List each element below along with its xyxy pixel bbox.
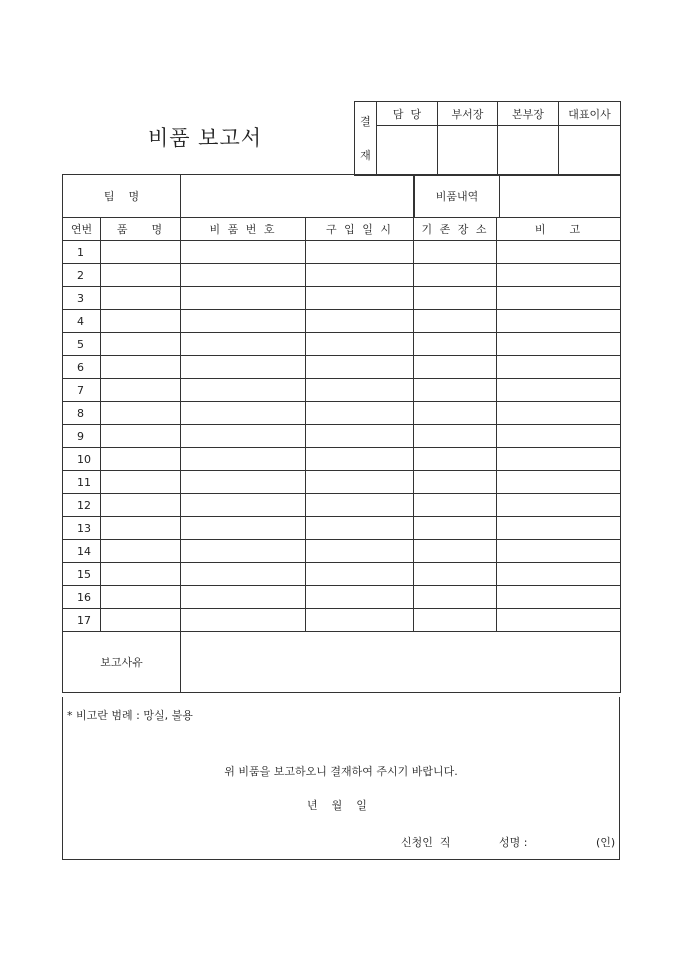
row-serial: 14: [63, 540, 101, 563]
row-remarks[interactable]: [497, 471, 621, 494]
row-location[interactable]: [414, 540, 497, 563]
row-purchase-date[interactable]: [306, 425, 414, 448]
table-row: [63, 471, 621, 494]
row-item-name[interactable]: [101, 379, 181, 402]
report-reason-field[interactable]: [181, 632, 621, 693]
row-purchase-date[interactable]: [306, 310, 414, 333]
table-row: [63, 448, 621, 471]
row-location[interactable]: [414, 402, 497, 425]
request-statement: 위 비품을 보고하오니 결재하여 주시기 바랍니다.: [224, 765, 458, 778]
row-serial: 11: [63, 471, 101, 494]
row-serial: 9: [63, 425, 101, 448]
row-purchase-date[interactable]: [306, 356, 414, 379]
table-row: [63, 517, 621, 540]
row-purchase-date[interactable]: [306, 540, 414, 563]
seal-mark: (인): [596, 836, 616, 849]
row-remarks[interactable]: [497, 425, 621, 448]
equipment-content-label: 비품내역: [414, 175, 500, 217]
row-item-name[interactable]: [101, 264, 181, 287]
row-location[interactable]: [414, 517, 497, 540]
row-remarks[interactable]: [497, 241, 621, 264]
row-remarks[interactable]: [497, 287, 621, 310]
document-title: 비품 보고서: [147, 126, 263, 150]
row-asset-number[interactable]: [181, 333, 306, 356]
approval-sign-division-head[interactable]: [498, 126, 559, 176]
row-asset-number[interactable]: [181, 448, 306, 471]
row-asset-number[interactable]: [181, 241, 306, 264]
row-serial: 2: [63, 264, 101, 287]
equipment-content-field[interactable]: [498, 175, 620, 217]
row-location[interactable]: [414, 287, 497, 310]
row-asset-number[interactable]: [181, 494, 306, 517]
table-row: [63, 609, 621, 632]
team-name-label: 팀 명: [63, 175, 181, 218]
row-remarks[interactable]: [497, 379, 621, 402]
row-asset-number[interactable]: [181, 379, 306, 402]
table-row: [63, 241, 621, 264]
row-item-name[interactable]: [101, 448, 181, 471]
row-purchase-date[interactable]: [306, 517, 414, 540]
row-serial: 13: [63, 517, 101, 540]
table-row: [63, 333, 621, 356]
row-asset-number[interactable]: [181, 540, 306, 563]
table-header-row: [63, 218, 621, 241]
row-purchase-date[interactable]: [306, 379, 414, 402]
table-row: [63, 494, 621, 517]
row-item-name[interactable]: [101, 586, 181, 609]
row-remarks[interactable]: [497, 517, 621, 540]
approval-sign-ceo[interactable]: [559, 126, 621, 176]
row-asset-number[interactable]: [181, 310, 306, 333]
row-purchase-date[interactable]: [306, 563, 414, 586]
row-location[interactable]: [414, 333, 497, 356]
date-line: 년 월 일: [307, 799, 367, 812]
row-location[interactable]: [414, 379, 497, 402]
table-row: [63, 310, 621, 333]
row-asset-number[interactable]: [181, 425, 306, 448]
row-item-name[interactable]: [101, 310, 181, 333]
approval-col-staff: 담 당: [377, 102, 438, 126]
row-location[interactable]: [414, 310, 497, 333]
approval-sign-staff[interactable]: [377, 126, 438, 176]
row-location[interactable]: [414, 425, 497, 448]
row-location[interactable]: [414, 356, 497, 379]
row-item-name[interactable]: [101, 494, 181, 517]
row-location[interactable]: [414, 609, 497, 632]
header-purchase-date: 구 입 일 시: [306, 218, 414, 241]
row-remarks[interactable]: [497, 333, 621, 356]
row-serial: 10: [63, 448, 101, 471]
header-remarks: 비 고: [497, 218, 621, 241]
row-item-name[interactable]: [101, 563, 181, 586]
approval-label-bottom: 재: [360, 148, 371, 162]
row-item-name[interactable]: [101, 540, 181, 563]
row-location[interactable]: [414, 241, 497, 264]
row-asset-number[interactable]: [181, 563, 306, 586]
row-serial: 3: [63, 287, 101, 310]
approval-col-dept-head: 부서장: [438, 102, 498, 126]
row-item-name[interactable]: [101, 287, 181, 310]
row-purchase-date[interactable]: [306, 471, 414, 494]
row-item-name[interactable]: [101, 356, 181, 379]
team-name-field[interactable]: [181, 175, 414, 218]
table-row: [63, 287, 621, 310]
table-row: [63, 356, 621, 379]
table-row: [63, 586, 621, 609]
header-item-name: 품 명: [101, 218, 181, 241]
row-asset-number[interactable]: [181, 264, 306, 287]
table-row: [63, 379, 621, 402]
row-serial: 7: [63, 379, 101, 402]
row-location[interactable]: [414, 448, 497, 471]
report-reason-row: [63, 632, 621, 693]
row-remarks[interactable]: [497, 264, 621, 287]
table-row: [63, 264, 621, 287]
row-item-name[interactable]: [101, 425, 181, 448]
header-location: 기 존 장 소: [414, 218, 497, 241]
row-asset-number[interactable]: [181, 609, 306, 632]
row-asset-number[interactable]: [181, 471, 306, 494]
row-purchase-date[interactable]: [306, 402, 414, 425]
row-item-name[interactable]: [101, 241, 181, 264]
equipment-table: [62, 174, 621, 693]
row-asset-number[interactable]: [181, 287, 306, 310]
row-item-name[interactable]: [101, 333, 181, 356]
applicant-position: 신청인 직: [401, 836, 451, 849]
row-purchase-date[interactable]: [306, 264, 414, 287]
row-remarks[interactable]: [497, 402, 621, 425]
equipment-content-area: [414, 175, 621, 218]
row-location[interactable]: [414, 494, 497, 517]
row-purchase-date[interactable]: [306, 494, 414, 517]
table-row: [63, 402, 621, 425]
table-row: [63, 563, 621, 586]
row-item-name[interactable]: [101, 517, 181, 540]
row-remarks[interactable]: [497, 609, 621, 632]
row-purchase-date[interactable]: [306, 609, 414, 632]
row-serial: 4: [63, 310, 101, 333]
row-item-name[interactable]: [101, 471, 181, 494]
remarks-legend-note: * 비고란 범례 : 망실, 불용: [67, 709, 193, 722]
row-location[interactable]: [414, 586, 497, 609]
header-asset-number: 비 품 번 호: [181, 218, 306, 241]
approval-box: [354, 101, 621, 176]
row-location[interactable]: [414, 563, 497, 586]
row-asset-number[interactable]: [181, 517, 306, 540]
table-row: [63, 540, 621, 563]
approval-label-top: 결: [360, 114, 371, 128]
row-purchase-date[interactable]: [306, 333, 414, 356]
row-serial: 15: [63, 563, 101, 586]
row-remarks[interactable]: [497, 310, 621, 333]
row-asset-number[interactable]: [181, 356, 306, 379]
row-serial: 16: [63, 586, 101, 609]
row-remarks[interactable]: [497, 356, 621, 379]
row-location[interactable]: [414, 264, 497, 287]
table-row: [63, 425, 621, 448]
approval-label-cell: [355, 102, 377, 176]
row-remarks[interactable]: [497, 563, 621, 586]
row-location[interactable]: [414, 471, 497, 494]
report-footer: [62, 697, 620, 860]
row-serial: 8: [63, 402, 101, 425]
row-purchase-date[interactable]: [306, 287, 414, 310]
row-item-name[interactable]: [101, 609, 181, 632]
row-purchase-date[interactable]: [306, 241, 414, 264]
row-remarks[interactable]: [497, 494, 621, 517]
row-serial: 5: [63, 333, 101, 356]
approval-sign-dept-head[interactable]: [438, 126, 498, 176]
approval-col-ceo: 대표이사: [559, 102, 621, 126]
row-remarks[interactable]: [497, 448, 621, 471]
row-asset-number[interactable]: [181, 586, 306, 609]
row-serial: 17: [63, 609, 101, 632]
row-serial: 12: [63, 494, 101, 517]
row-purchase-date[interactable]: [306, 448, 414, 471]
row-serial: 1: [63, 241, 101, 264]
approval-col-division-head: 본부장: [498, 102, 559, 126]
header-serial: 연번: [63, 218, 101, 241]
row-item-name[interactable]: [101, 402, 181, 425]
report-reason-label: 보고사유: [63, 632, 181, 693]
row-remarks[interactable]: [497, 586, 621, 609]
row-purchase-date[interactable]: [306, 586, 414, 609]
row-serial: 6: [63, 356, 101, 379]
row-asset-number[interactable]: [181, 402, 306, 425]
row-remarks[interactable]: [497, 540, 621, 563]
applicant-name: 성명 :: [499, 836, 528, 849]
